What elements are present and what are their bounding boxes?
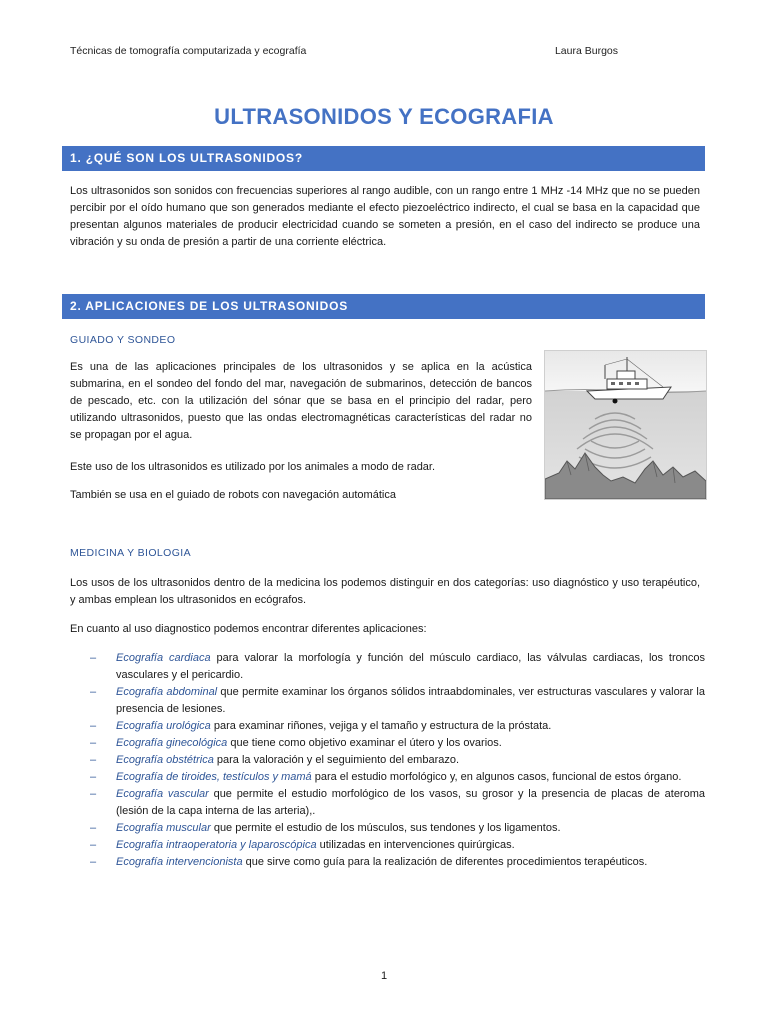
list-item-text: utilizadas en intervenciones quirúrgicas.: [316, 839, 515, 851]
list-item-text: que sirve como guía para la realización de diferentes procedimientos terapéuticos.: [242, 856, 648, 868]
list-item: – Ecografía vascular que permite el estudio morfológico de los vasos, su grosor y la presencia de placas de ateroma (lesión de la capa interna de las arteria),.: [90, 788, 705, 817]
running-header: [70, 45, 618, 57]
list-item-term: Ecografía abdominal: [116, 686, 218, 698]
header-course-title: Técnicas de tomografía computarizada y ecografía: [70, 45, 307, 57]
list-item: – Ecografía muscular que permite el estudio de los músculos, sus tendones y los ligamentos.: [90, 822, 561, 834]
guiado-paragraph-2: Este uso de los ultrasonidos es utilizado por los animales a modo de radar.: [70, 461, 436, 473]
list-item: – Ecografía obstétrica para la valoración y el seguimiento del embarazo.: [90, 754, 460, 766]
sonar-ship-drawing: [545, 351, 706, 499]
list-item: – Ecografía intraoperatoria y laparoscópica utilizadas en intervenciones quirúrgicas.: [90, 839, 515, 851]
list-item-term: Ecografía de tiroides, testículos y mamá: [116, 771, 312, 783]
list-item-term: Ecografía intraoperatoria y laparoscópica: [116, 839, 317, 851]
list-item-text: que permite el estudio de los músculos, sus tendones y los ligamentos.: [210, 822, 561, 834]
list-item-term: Ecografía urológica: [116, 720, 211, 732]
list-item-term: Ecografía ginecológica: [116, 737, 228, 749]
subheading-medicina-biologia: MEDICINA Y BIOLOGIA: [70, 547, 191, 559]
list-item-term: Ecografía vascular: [116, 788, 209, 800]
list-item: – Ecografía intervencionista que sirve como guía para la realización de diferentes procedimientos terapéuticos.: [90, 856, 648, 868]
list-item-text: para el estudio morfológico y, en algunos casos, funcional de estos órgano.: [311, 771, 682, 783]
sonar-ship-illustration: [544, 350, 707, 500]
list-item-text: que permite examinar los órganos sólidos intraabdominales, ver estructuras vasculares y valorar la presencia de lesiones.: [116, 686, 705, 715]
header-author: Laura Burgos: [554, 45, 618, 57]
guiado-paragraph-1: Es una de las aplicaciones principales de los ultrasonidos y se aplica en la acústica submarina, en el sondeo del fondo del mar, navegación de submarinos, detección de bancos de pescado, etc. con la utilización del sónar que se basa en el principio del radar, pero utilizando ultrasonidos, puesto que las ondas electromagnéticas características del radar no se propagan por el agua.: [70, 361, 532, 441]
list-item-term: Ecografía intervencionista: [116, 856, 243, 868]
guiado-paragraph-3: También se usa en el guiado de robots con navegación automática: [70, 489, 396, 501]
document-title: ULTRASONIDOS Y ECOGRAFIA: [214, 104, 554, 129]
list-item: – Ecografía urológica para examinar riñones, vejiga y el tamaño y estructura de la próstata.: [90, 720, 552, 732]
list-item-text: que tiene como objetivo examinar el útero y los ovarios.: [227, 737, 502, 749]
medicina-paragraph-1: Los usos de los ultrasonidos dentro de la medicina los podemos distinguir en dos categorías: uso diagnóstico y uso terapéutico, y ambas emplean los ultrasonidos en ecógrafos.: [70, 577, 700, 606]
section-heading-2: 2. APLICACIONES DE LOS ULTRASONIDOS: [62, 294, 705, 319]
list-item-term: Ecografía obstétrica: [116, 754, 214, 766]
section-1-paragraph: Los ultrasonidos son sonidos con frecuencias superiores al rango audible, con un rango entre 1 MHz -14 MHz que no se pueden percibir por el oído humano que son generados mediante el efecto piezoeléctrico indirecto, el cual se basa en la capacidad que presentan algunos materiales de producir electricidad cuando se someten a presión, en el caso del indirecto se produce una vibración y su onda de presión a partir de una corriente eléctrica.: [70, 185, 700, 248]
diagnostic-uses-list: [90, 650, 705, 871]
list-item: – Ecografía cardiaca para valorar la morfología y función del músculo cardiaco, las válvulas cardiacas, los troncos vasculares y el pericardio.: [90, 652, 705, 681]
list-item: – Ecografía abdominal que permite examinar los órganos sólidos intraabdominales, ver estructuras vasculares y valorar la presencia de lesiones.: [90, 686, 705, 715]
page-number: 1: [380, 970, 388, 982]
list-item-text: para valorar la morfología y función del músculo cardiaco, las válvulas cardiacas, los troncos vasculares y el pericardio.: [116, 652, 705, 681]
subheading-guiado-sondeo: GUIADO Y SONDEO: [70, 334, 176, 346]
list-item-text: para la valoración y el seguimiento del embarazo.: [213, 754, 460, 766]
sonar-emitter-dot: [613, 399, 618, 404]
list-item-text: para examinar riñones, vejiga y el tamaño y estructura de la próstata.: [210, 720, 552, 732]
list-item-term: Ecografía muscular: [116, 822, 211, 834]
list-item-term: Ecografía cardiaca: [116, 652, 211, 664]
medicina-paragraph-2: En cuanto al uso diagnostico podemos encontrar diferentes aplicaciones:: [70, 623, 427, 635]
list-item-text: que permite el estudio morfológico de los vasos, su grosor y la presencia de placas de ateroma (lesión de la capa interna de las arteria),.: [116, 788, 705, 817]
section-heading-1: 1. ¿QUÉ SON LOS ULTRASONIDOS?: [62, 146, 705, 171]
list-item: – Ecografía de tiroides, testículos y mamá para el estudio morfológico y, en algunos casos, funcional de estos órgano.: [90, 771, 682, 783]
list-item: – Ecografía ginecológica que tiene como objetivo examinar el útero y los ovarios.: [90, 737, 502, 749]
